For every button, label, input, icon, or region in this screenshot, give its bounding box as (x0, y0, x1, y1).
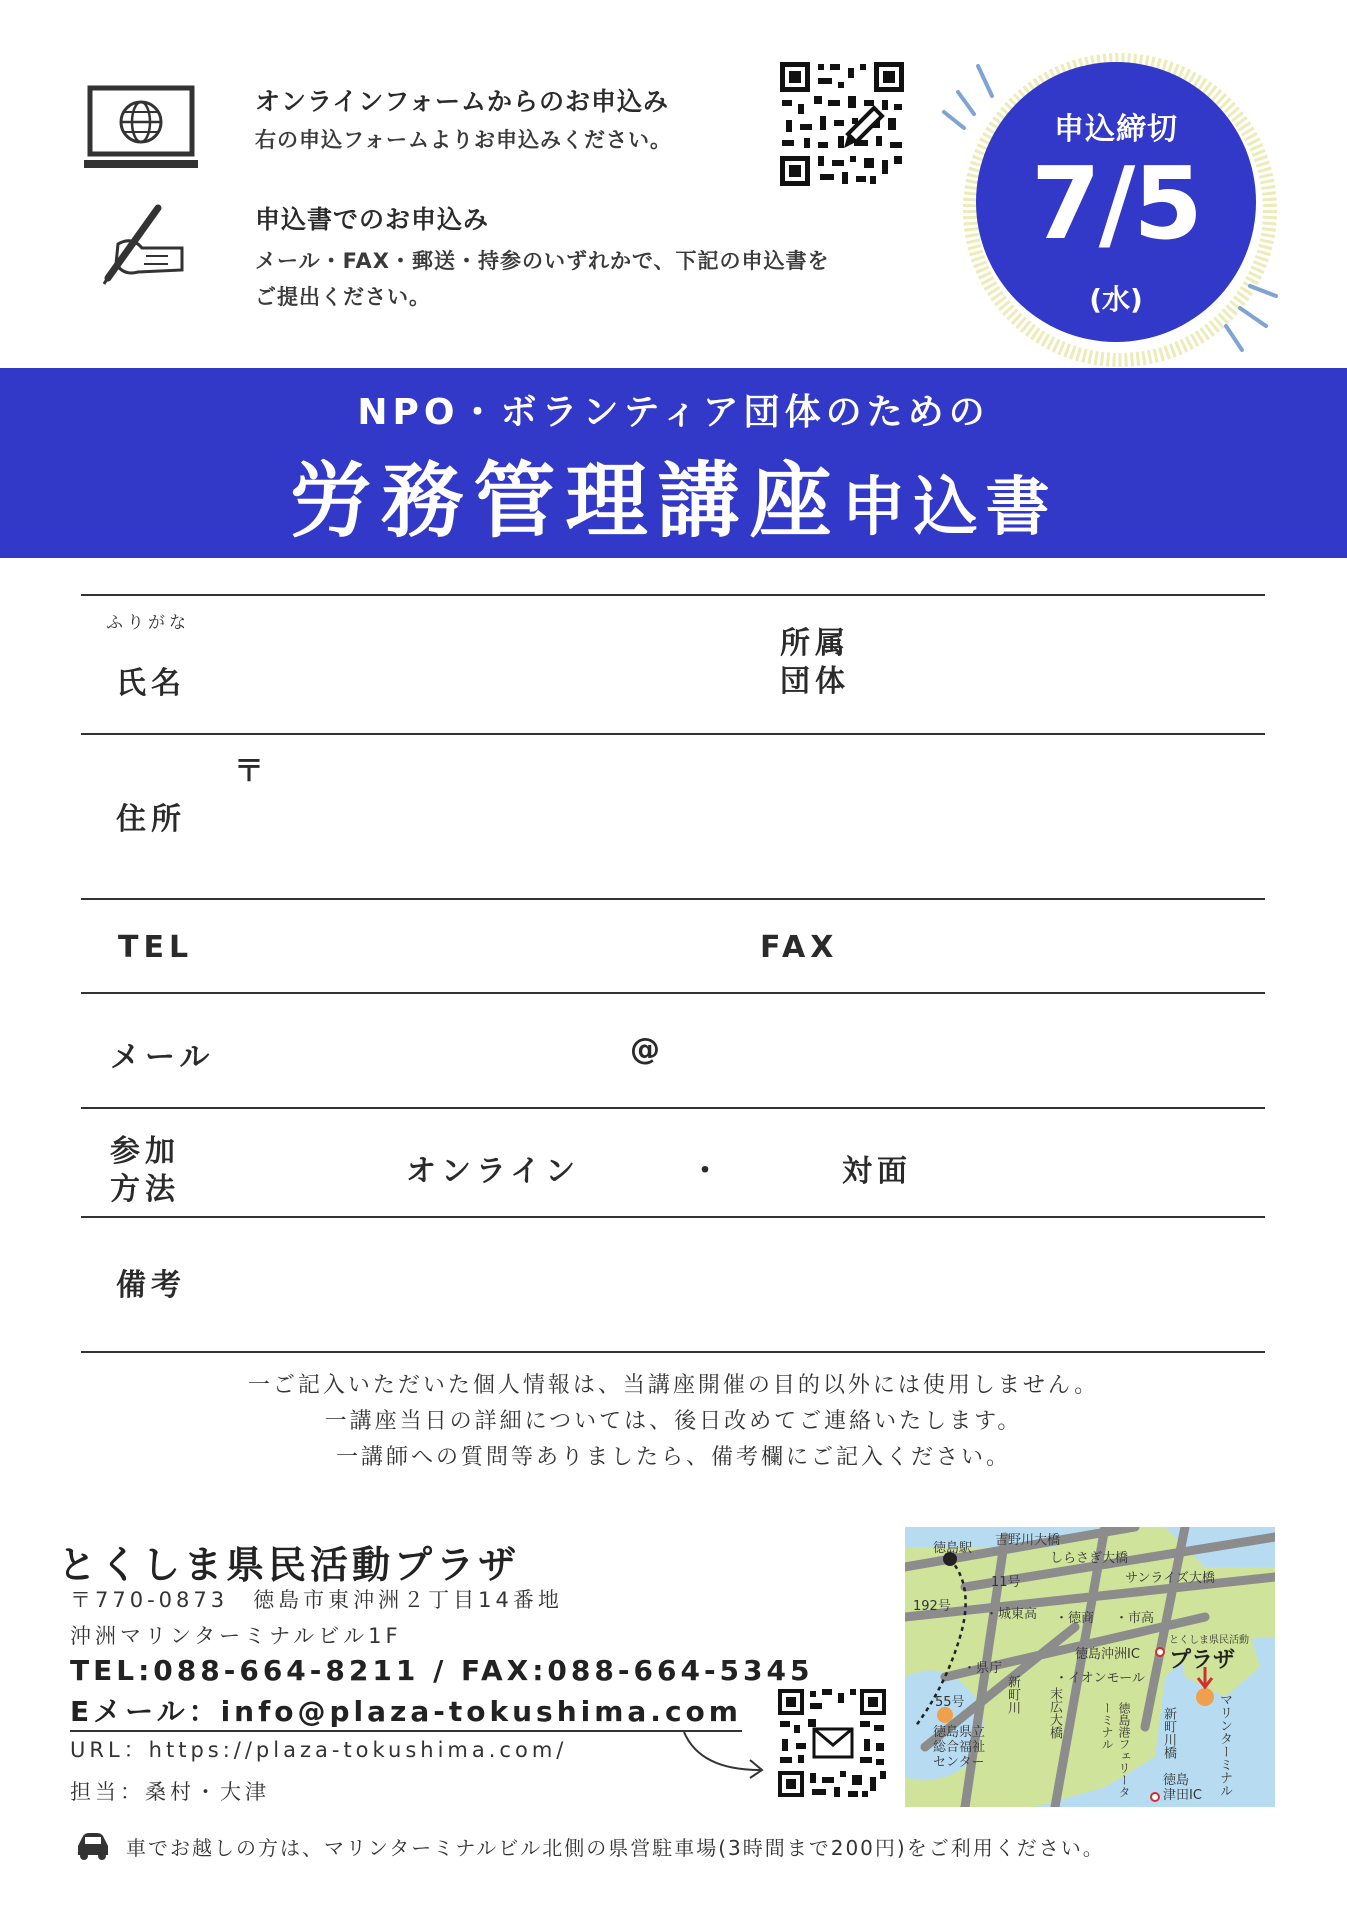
organization-name: とくしま県民活動プラザ (58, 1543, 521, 1587)
deadline-label: 申込締切 (1054, 112, 1178, 147)
map-label-sunrise: サンライズ大橋 (1125, 1571, 1215, 1586)
fax-label: FAX (760, 930, 839, 965)
map-label-kencho: ・県庁 (963, 1661, 1003, 1676)
address-label: 住所 (116, 802, 186, 837)
map-label-tokusho: ・徳商 (1055, 1611, 1095, 1626)
banner-title-main: 労務管理講座 (289, 454, 842, 549)
participation-label-1: 参加 (110, 1134, 180, 1169)
map-label-okinosu-ic: 徳島沖洲IC (1075, 1647, 1140, 1662)
email-address[interactable]: Eメール：info@plaza-tokushima.com (70, 1695, 742, 1728)
map-label-shinmachigawa: 新町川 (1005, 1675, 1020, 1714)
online-form-qr-code[interactable] (778, 60, 906, 188)
map-label-shinmachibashi: 新町川橋 (1161, 1707, 1176, 1759)
affiliation-label-1: 所属 (780, 626, 850, 661)
map-label-ichiko: ・市高 (1115, 1611, 1155, 1626)
email-underline (70, 1730, 742, 1732)
note-item: 一講師への質問等ありましたら、備考欄にご記入ください。 (335, 1445, 1011, 1470)
map-label-welfare-center: 徳島県立 総合福祉 センター (933, 1725, 986, 1770)
at-mark: @ (630, 1032, 665, 1067)
map-label-ferry: 徳島港フェリーターミナル (1100, 1702, 1131, 1798)
fax-field[interactable] (850, 910, 1260, 990)
form-divider (81, 733, 1265, 735)
map-label-plaza: プラザ (1169, 1648, 1236, 1673)
staff-names: 担当：桑村・大津 (70, 1780, 270, 1804)
arrow-icon (680, 1726, 770, 1786)
map-label-shirasagi: しらさぎ大橋 (1050, 1551, 1129, 1566)
remarks-label: 備考 (116, 1268, 186, 1303)
affiliation-label-2: 団体 (780, 664, 850, 699)
participation-label-2: 方法 (110, 1172, 180, 1207)
name-label: 氏名 (116, 666, 186, 701)
map-label-aeon: ・イオンモール (1055, 1671, 1145, 1686)
map-label-tsuda-ic: 徳島 津田IC (1163, 1773, 1202, 1803)
hand-pen-icon (98, 200, 188, 286)
map-label-suehiro: 末広大橋 (1047, 1687, 1062, 1739)
tel-fax: TEL:088-664-8211 / FAX:088-664-5345 (70, 1654, 814, 1687)
note-item: 一ご記入いただいた個人情報は、当講座開催の目的以外には使用しません。 (247, 1373, 1100, 1398)
map-label-marine-terminal: マリンターミナル (1217, 1693, 1232, 1797)
form-divider (81, 1107, 1265, 1109)
email-qr-code[interactable] (776, 1687, 888, 1799)
laptop-globe-icon (82, 84, 200, 174)
address-line-1: 〒770-0873 徳島市東沖洲２丁目14番地 (70, 1588, 563, 1612)
banner-subtitle: NPO・ボランティア団体のための (357, 392, 990, 433)
paper-apply-title: 申込書でのお申込み (255, 205, 490, 234)
option-separator: ・ (690, 1154, 725, 1189)
remarks-field[interactable] (220, 1230, 1260, 1345)
title-banner (0, 368, 1347, 558)
access-map (905, 1527, 1275, 1807)
map-label-station: 徳島駅 (933, 1541, 973, 1556)
option-online[interactable]: オンライン (406, 1154, 581, 1189)
parking-note: 車でお越しの方は、マリンターミナルビル北側の県営駐車場(3時間まで200円)をご利用ください。 (126, 1836, 1105, 1860)
deadline-date: 7/5 (1031, 145, 1201, 262)
address-field[interactable] (270, 745, 1260, 885)
online-apply-text: 右の申込フォームよりお申込みください。 (255, 128, 672, 152)
deadline-day: (水) (1089, 283, 1143, 316)
online-apply-title: オンラインフォームからのお申込み (255, 87, 670, 116)
map-label-route192: 192号 (913, 1599, 951, 1614)
car-icon (74, 1830, 112, 1860)
form-divider (81, 1351, 1265, 1353)
form-divider (81, 992, 1265, 994)
notes (0, 1368, 1347, 1476)
tel-label: TEL (118, 930, 194, 965)
email-label: メール (110, 1040, 215, 1075)
form-divider (81, 1216, 1265, 1218)
form-divider (81, 898, 1265, 900)
postal-mark: 〒 (234, 754, 269, 789)
map-label-plaza-small: とくしま県民活動 (1169, 1635, 1249, 1646)
option-in-person[interactable]: 対面 (842, 1154, 912, 1189)
paper-apply-text-1: メール・FAX・郵送・持参のいずれかで、下記の申込書を (255, 249, 830, 273)
form-divider (81, 594, 1265, 596)
name-field[interactable] (200, 620, 760, 720)
map-label-yoshinogawa: 吉野川大橋 (995, 1533, 1061, 1548)
deadline-badge (976, 62, 1256, 342)
paper-apply-text-2: ご提出ください。 (255, 285, 431, 309)
email-field[interactable] (240, 1005, 1260, 1103)
furigana-label: ふりがな (106, 613, 190, 633)
tel-field[interactable] (200, 910, 740, 990)
map-label-route55: 55号 (935, 1695, 965, 1710)
banner-title-suffix: 申込書 (841, 471, 1058, 545)
address-line-2: 沖洲マリンターミナルビル1F (70, 1624, 402, 1648)
affiliation-field[interactable] (870, 610, 1260, 720)
note-item: 一講座当日の詳細については、後日改めてご連絡いたします。 (324, 1409, 1023, 1434)
map-label-joto: ・城東高 (985, 1607, 1038, 1622)
banner-title (0, 436, 1347, 553)
website-url[interactable]: URL：https://plaza-tokushima.com/ (70, 1738, 568, 1762)
map-label-route11: 11号 (991, 1575, 1021, 1590)
